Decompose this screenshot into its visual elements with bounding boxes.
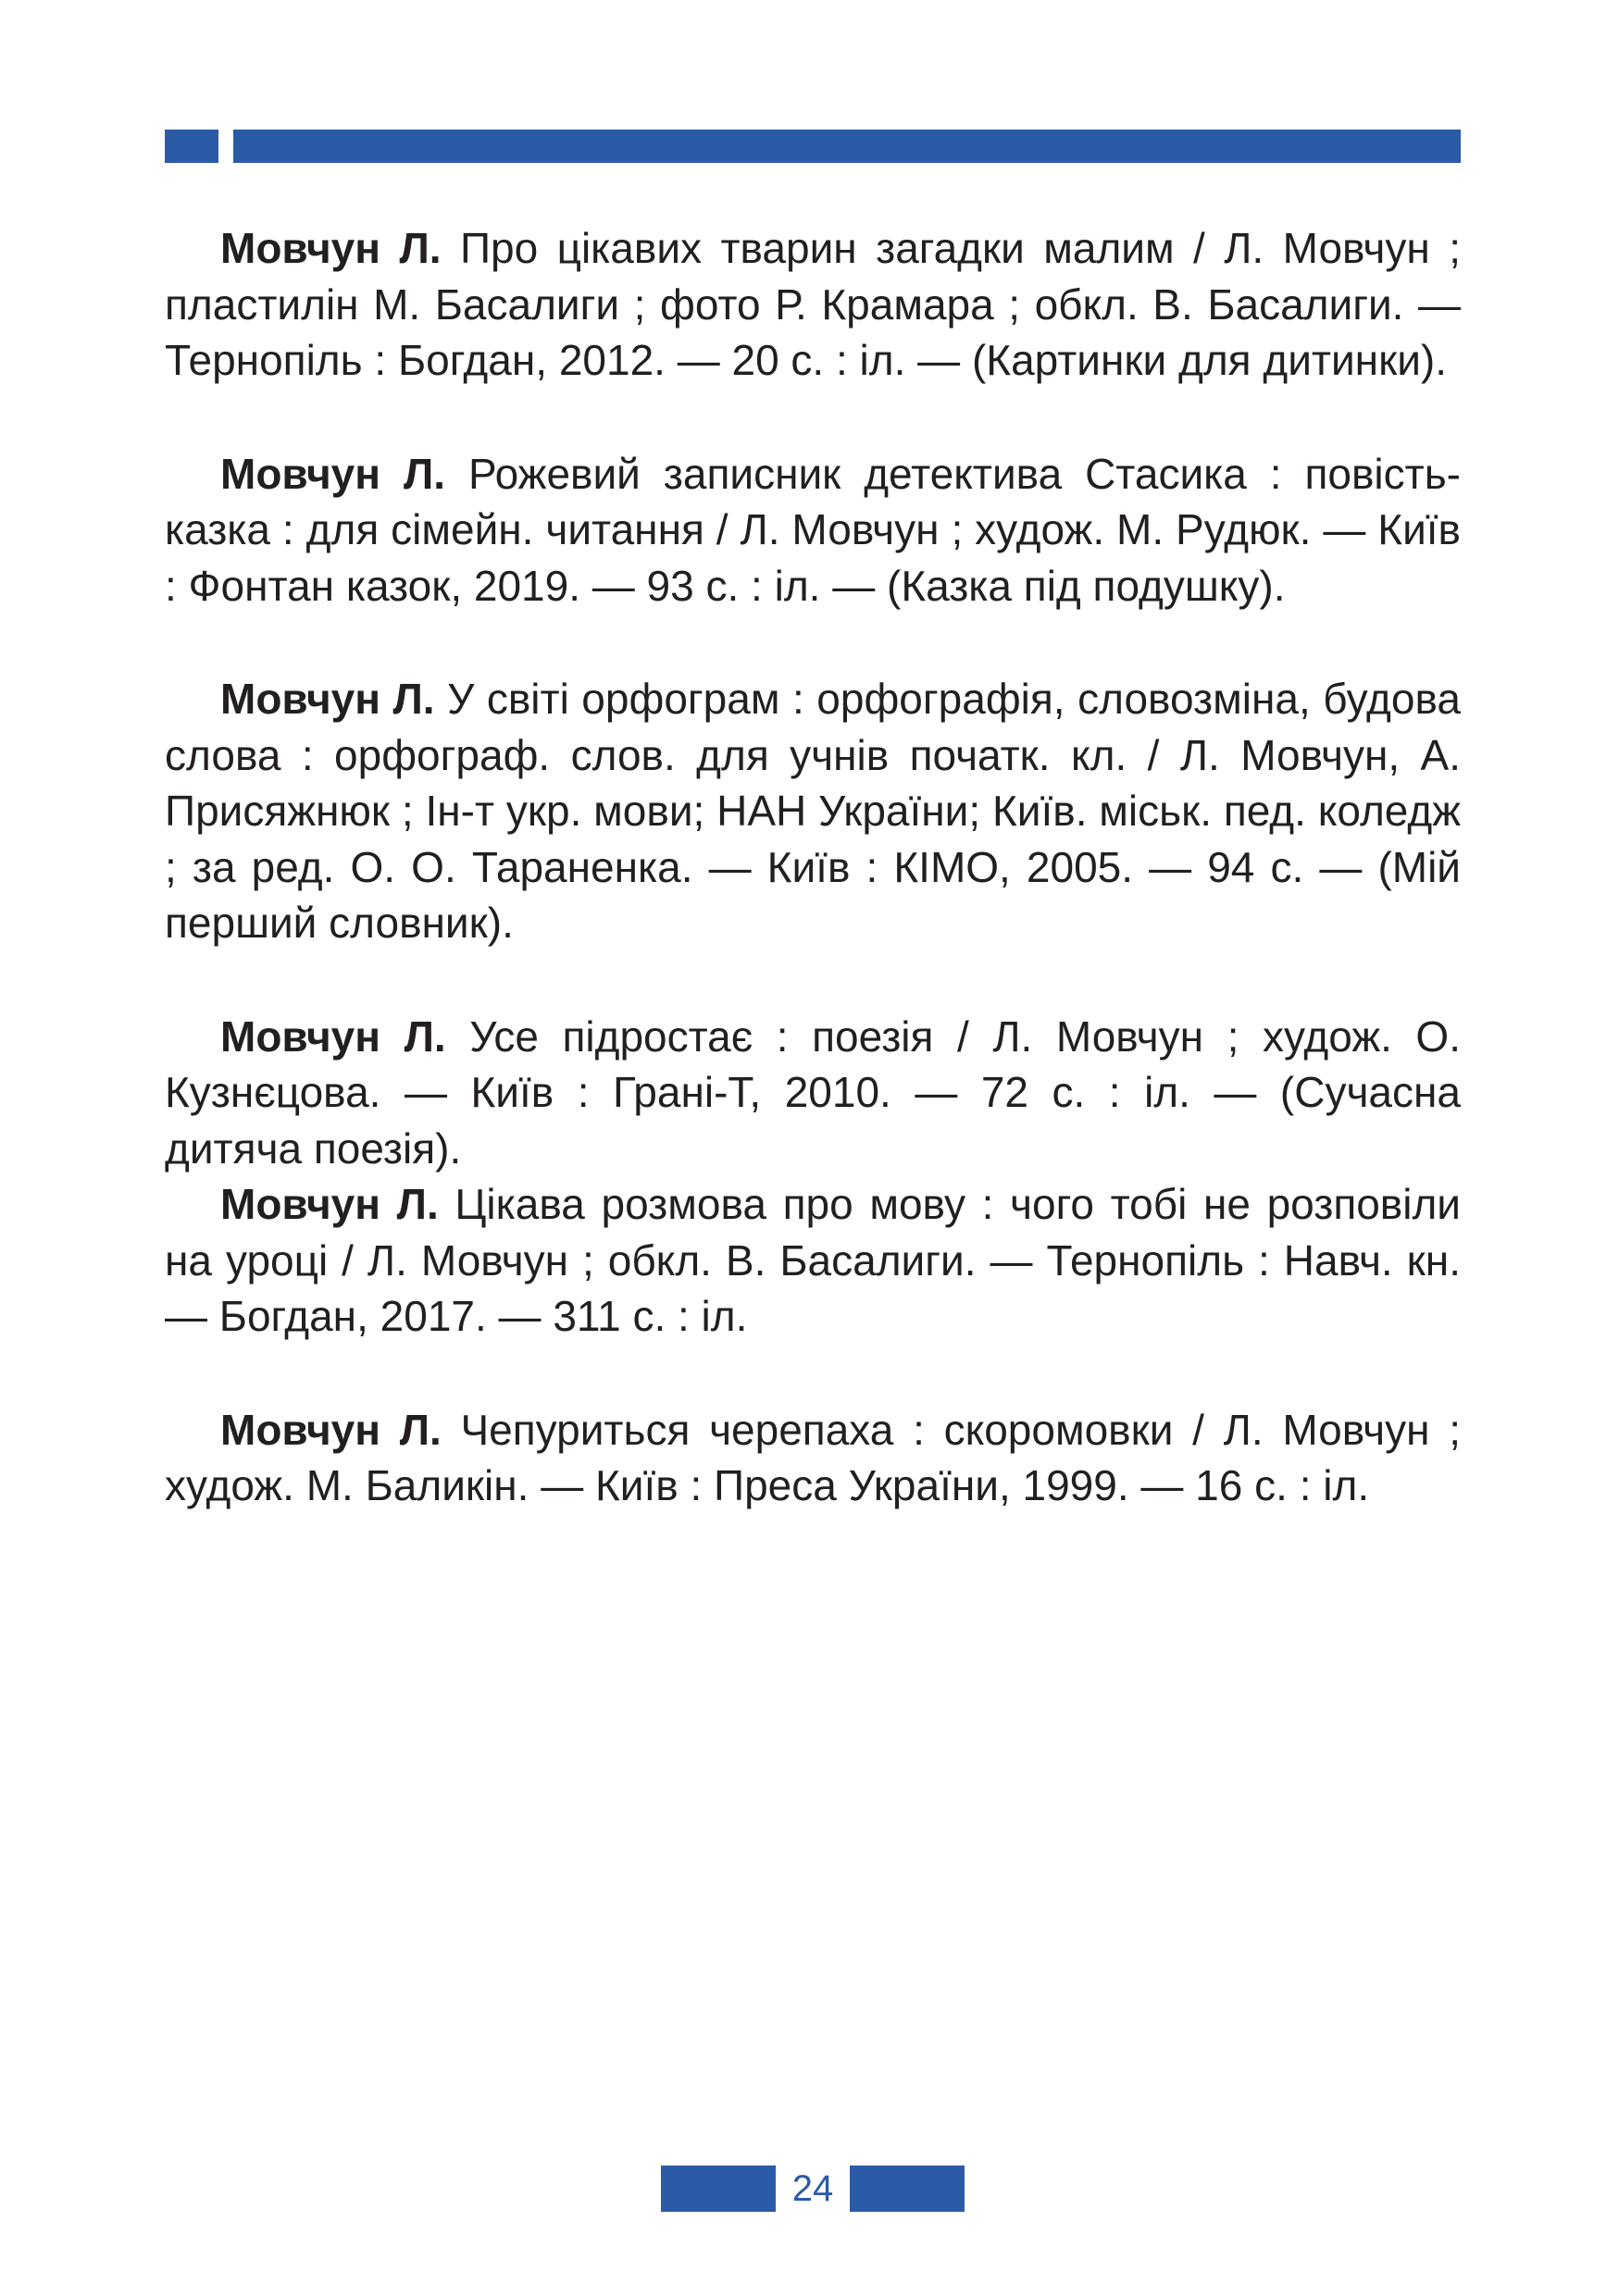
entry-text: Рожевий записник детектива Стасика : повість-казка : для сімейн. читання / Л. Мовчун ; худож. М. Рудюк. — Київ : Фонтан казок, 2019. — 93 с. : іл. — (Казка під подушку). bbox=[165, 449, 1461, 610]
entry-text: Усе підростає : поезія / Л. Мовчун ; худож. О. Кузнєцова. — Київ : Грані-Т, 2010. — 72 с. : іл. — (Сучасна дитяча поезія). bbox=[165, 1011, 1461, 1173]
bibliography-entry bbox=[165, 1176, 1461, 1345]
page-number: 24 bbox=[791, 2168, 834, 2209]
entry-text: Чепуриться черепаха : скоромовки / Л. Мовчун ; худож. М. Баликін. — Київ : Преса України, 1999. — 16 с. : іл. bbox=[165, 1405, 1461, 1509]
entry-text: Про цікавих тварин загадки малим / Л. Мовчун ; пластилін М. Басалиги ; фото Р. Крамара ; обкл. В. Басалиги. — Тернопіль : Богдан, 2012. — 20 с. : іл. — (Картинки для дитинки). bbox=[165, 224, 1462, 384]
entry-author: Мовчун Л. bbox=[220, 449, 446, 498]
entry-author: Мовчун Л. bbox=[220, 224, 442, 272]
bibliography-entry bbox=[165, 1009, 1461, 1177]
footer-bar-right bbox=[850, 2166, 965, 2212]
entry-text: Цікава розмова про мову : чого тобі не розповіли на уроці / Л. Мовчун ; обкл. В. Басалиги. — Тернопіль : Навч. кн. — Богдан, 2017. — 311 с. : іл. bbox=[165, 1180, 1462, 1340]
entry-author: Мовчун Л. bbox=[220, 1011, 446, 1061]
entry-text: У світі орфограм : орфографія, словозміна, будова слова : орфограф. слов. для учнів початк. кл. / Л. Мовчун, А. Присяжнюк ; Ін-т укр. мови; НАН України; Київ. міськ. пед. коледж ; за ред. О. О. Тараненка. — Київ : КІМО, 2005. — 94 с. — (Мій перший словник). bbox=[165, 675, 1461, 947]
bibliography-entry bbox=[165, 671, 1461, 951]
bibliography-entry bbox=[165, 220, 1461, 389]
entry-author: Мовчун Л. bbox=[220, 1180, 439, 1228]
header-bar-small bbox=[165, 130, 218, 163]
bibliography-list bbox=[165, 220, 1461, 1514]
entry-author: Мовчун Л. bbox=[220, 675, 435, 723]
header-bar-large bbox=[233, 130, 1461, 163]
bibliography-entry bbox=[165, 446, 1461, 614]
bibliography-entry bbox=[165, 1402, 1461, 1514]
entry-author: Мовчун Л. bbox=[220, 1405, 442, 1454]
footer-bar-left bbox=[661, 2166, 776, 2212]
